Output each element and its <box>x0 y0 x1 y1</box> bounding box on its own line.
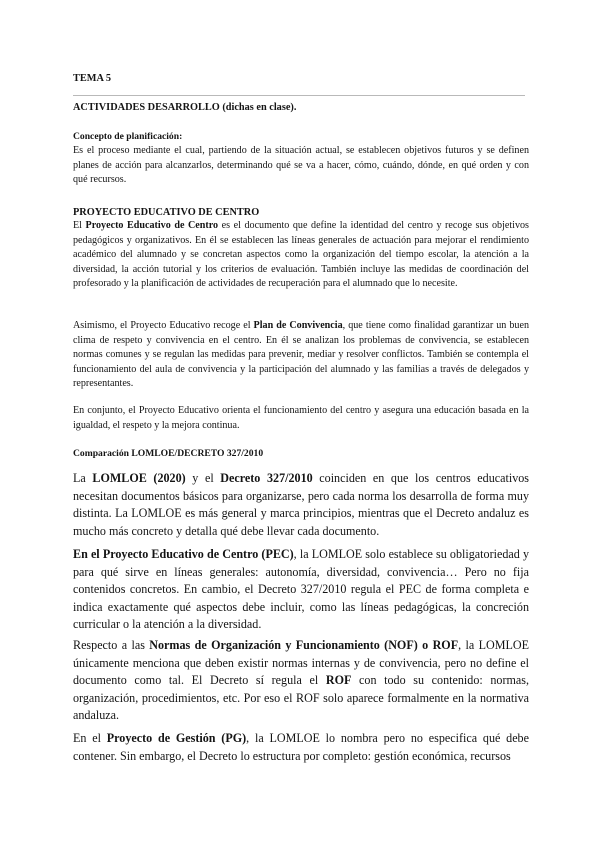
paragraph-comparacion-1 <box>73 470 529 540</box>
text-run: En el <box>73 731 107 745</box>
bold-term: ROF <box>325 673 352 688</box>
text-run: , la LOMLOE lo nombra pero no especifica qué debe contener. Sin embargo, el Decreto lo estructura por completo: gestión económica, recursos <box>73 731 529 763</box>
text-run: y el <box>185 471 221 485</box>
bold-term: Normas de Organización y Funcionamiento (NOF) o ROF <box>149 638 459 652</box>
paragraph-comparacion-2 <box>73 546 529 634</box>
bold-term: LOMLOE (2020) <box>92 471 186 485</box>
bold-term: Proyecto de Gestión (PG) <box>106 731 247 745</box>
text-run: Asimismo, el Proyecto Educativo recoge el <box>73 320 254 331</box>
section-heading-proyecto: PROYECTO EDUCATIVO DE CENTRO <box>73 207 260 218</box>
text-run: Respecto a las <box>73 638 150 652</box>
text-run: es el documento que define la identidad del centro y recoge sus objetivos pedagógicos y organizativos. En él se establecen las líneas generales de actuación para mejorar el rendimiento académico del alumnado y se concretan aspectos como la organización del tiempo escolar, la atención a la diversidad, la acción tutorial y los criterios de evaluación. También incluye las medidas de coordinación del profesorado y la planificación de actividades de recuperación para el alumnado que lo necesite. <box>73 220 529 289</box>
text-run: , que tiene como finalidad garantizar un buen clima de respeto y convivencia en el centro. En él se analizan los problemas de convivencia, se establecen normas comunes y se regulan las medidas para prevenir, mediar y resolver conflictos. También se contempla el funcionamiento del aula de convivencia y la participación del alumnado y las familias a través de delegados y representantes. <box>73 320 530 389</box>
paragraph-proyecto-3: En conjunto, el Proyecto Educativo orienta el funcionamiento del centro y asegura una educación basada en la igualdad, el respeto y la mejora continua. <box>73 405 529 431</box>
bold-term: En el Proyecto Educativo de Centro (PEC) <box>73 547 294 561</box>
bold-term: Proyecto Educativo de Centro <box>85 220 219 231</box>
paragraph-proyecto-1 <box>73 219 529 292</box>
paragraph-concepto: Es el proceso mediante el cual, partiendo de la situación actual, se establecen objetivos futuros y se definen planes de acción para alcanzarlos, determinando qué se va a hacer, cómo, cuándo, dónde, en qué orden y con qué recursos. <box>73 145 529 185</box>
document-title: TEMA 5 <box>73 73 112 84</box>
separator-line <box>73 95 525 96</box>
bold-term: Decreto 327/2010 <box>220 471 313 485</box>
paragraph-comparacion-4 <box>73 730 529 765</box>
paragraph-proyecto-2 <box>73 319 529 392</box>
text-run: con todo su contenido: normas, organización, procedimientos, etc. Por eso el ROF solo aparece formalmente en la normativa andaluza. <box>73 673 529 723</box>
subheading-concepto: Concepto de planificación: <box>73 131 183 142</box>
section-heading-actividades: ACTIVIDADES DESARROLLO (dichas en clase). <box>73 102 297 113</box>
text-run: La <box>73 471 93 485</box>
bold-term: Plan de Convivencia <box>253 320 343 331</box>
text-run: , la LOMLOE solo establece su obligatoriedad y para qué sirve en líneas generales: autonomía, diversidad, convivencia… Pero no fija contenidos concretos. En cambio, el Decreto 327/2010 regula el PEC de forma completa e indica exactamente qué aspectos debe incluir, como las líneas pedagógicas, la concreción curricular o la atención a la diversidad. <box>73 547 529 632</box>
paragraph-comparacion-3 <box>73 637 529 725</box>
subheading-comparacion: Comparación LOMLOE/DECRETO 327/2010 <box>73 448 264 459</box>
text-run: coinciden en que los centros educativos necesitan documentos básicos para organizarse, pero cada norma los desarrolla de forma muy distinta. La LOMLOE es más general y marca principios, mientras que el Decreto andaluz es mucho más concreto y detalla qué debe llevar cada documento. <box>73 471 529 538</box>
text-run: , la LOMLOE únicamente menciona que deben existir normas internas y de convivencia, pero no define el documento como tal. El Decreto sí regula el <box>73 638 529 688</box>
text-run: El <box>73 220 86 231</box>
